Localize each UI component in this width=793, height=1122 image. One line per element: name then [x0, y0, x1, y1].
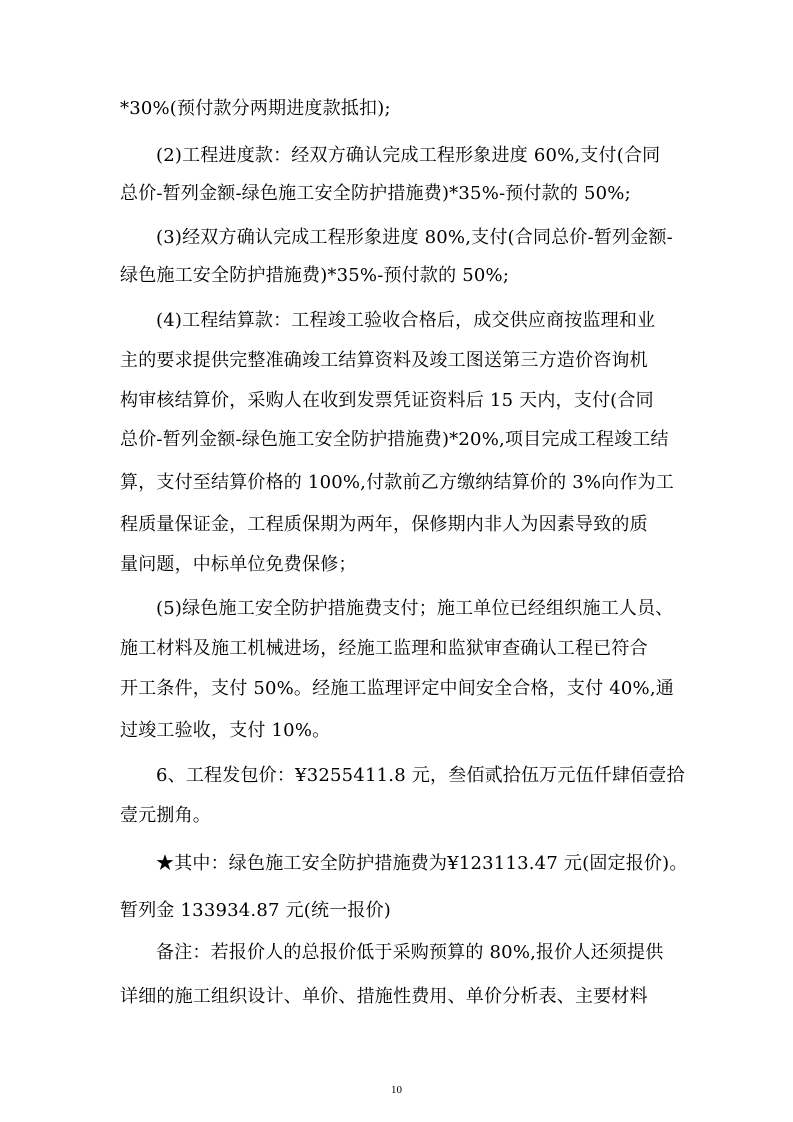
text-line: (4)工程结算款：工程竣工验收合格后，成交供应商按监理和业: [156, 310, 656, 331]
text-line: 绿色施工安全防护措施费)*35%-预付款的 50%;: [120, 265, 510, 286]
text-line: 构审核结算价，采购人在收到发票凭证资料后 15 天内，支付(合同: [120, 390, 654, 411]
text-line: 备注：若报价人的总报价低于采购预算的 80%,报价人还须提供: [156, 942, 664, 963]
text-line: 总价-暂列金额-绿色施工安全防护措施费)*35%-预付款的 50%;: [120, 183, 631, 204]
text-line: 暂列金 133934.87 元(统一报价): [120, 900, 392, 921]
text-line: 开工条件，支付 50%。经施工监理评定中间安全合格，支付 40%,通: [120, 678, 674, 699]
text-line: 程质量保证金，工程质保期为两年，保修期内非人为因素导致的质: [120, 514, 648, 535]
text-line: (3)经双方确认完成工程形象进度 80%,支付(合同总价-暂列金额-: [156, 227, 673, 248]
text-line: 算，支付至结算价格的 100%,付款前乙方缴纳结算价的 3%向作为工: [120, 472, 674, 493]
text-line: 过竣工验收，支付 10%。: [120, 720, 331, 741]
text-line: (5)绿色施工安全防护措施费支付；施工单位已经组织施工人员、: [156, 598, 674, 619]
page-number: 10: [391, 1084, 402, 1096]
text-line: 详细的施工组织设计、单价、措施性费用、单价分析表、主要材料: [120, 986, 648, 1007]
text-line: (2)工程进度款：经双方确认完成工程形象进度 60%,支付(合同: [156, 145, 661, 166]
text-line: 主的要求提供完整准确竣工结算资料及竣工图送第三方造价咨询机: [120, 350, 648, 371]
text-line: 壹元捌角。: [120, 805, 211, 826]
text-line: ★其中：绿色施工安全防护措施费为¥123113.47 元(固定报价)。: [156, 853, 688, 874]
text-line: *30%(预付款分两期进度款抵扣);: [120, 98, 391, 119]
text-line: 施工材料及施工机械进场，经施工监理和监狱审查确认工程已符合: [120, 638, 648, 659]
text-line: 量问题，中标单位免费保修；: [120, 554, 357, 575]
text-line: 总价-暂列金额-绿色施工安全防护措施费)*20%,项目完成工程竣工结: [120, 429, 669, 450]
text-line: 6、工程发包价：¥3255411.8 元，叁佰贰拾伍万元伍仟肆佰壹拾: [156, 765, 685, 786]
